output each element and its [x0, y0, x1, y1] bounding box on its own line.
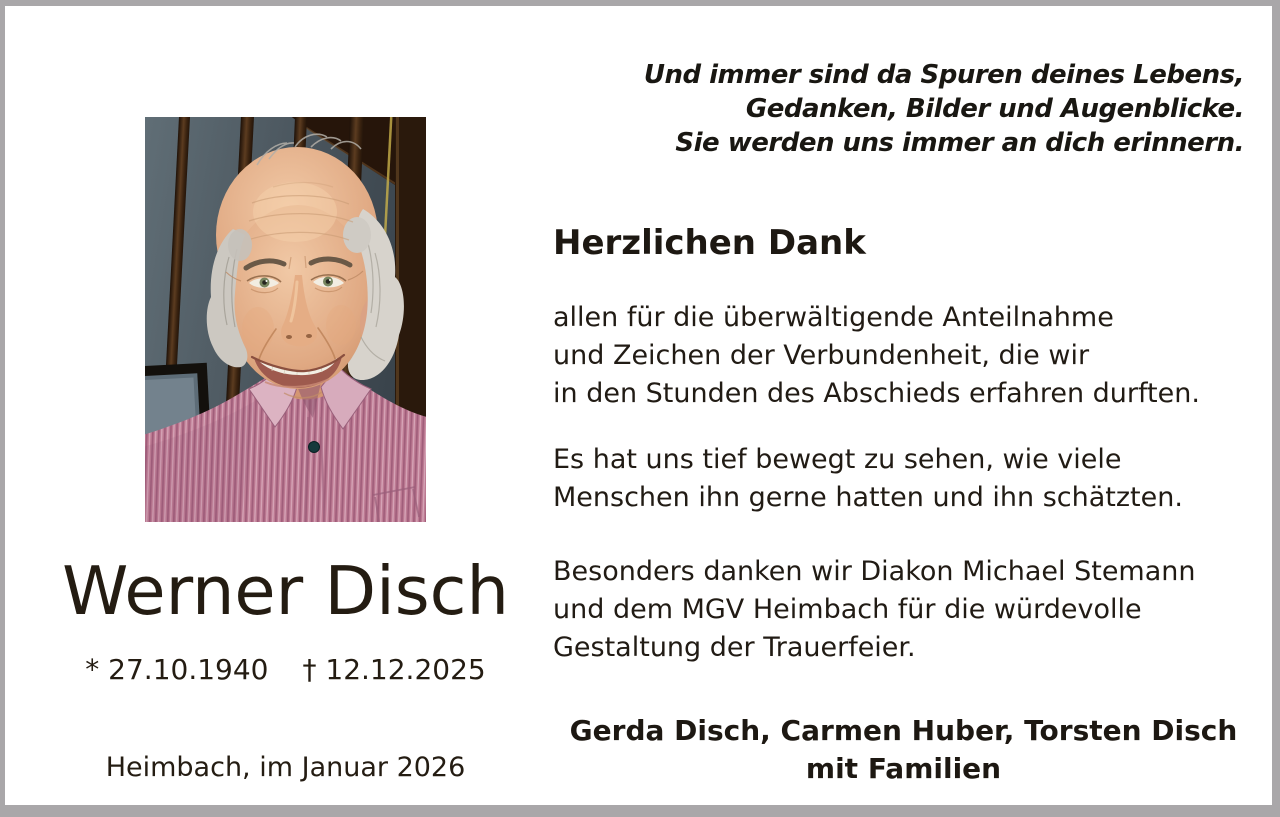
thanks-paragraph-3	[553, 553, 1196, 667]
signature-family: mit Familien	[805, 752, 1002, 785]
death-date: † 12.12.2025	[302, 653, 486, 686]
signature-names: Gerda Disch, Carmen Huber, Torsten Disch	[569, 714, 1238, 747]
life-dates	[39, 653, 532, 687]
deceased-name: Werner Disch	[62, 552, 509, 630]
paragraph-1-line-2: und Zeichen der Verbundenheit, die wir	[553, 340, 1090, 371]
paragraph-1-line-1: allen für die überwältigende Anteilnahme	[553, 302, 1114, 333]
paragraph-2-line-1: Es hat uns tief bewegt zu sehen, wie viele	[553, 444, 1122, 475]
birth-date: * 27.10.1940	[85, 653, 269, 686]
thanks-paragraph-1	[553, 299, 1200, 413]
place-and-date: Heimbach, im Januar 2026	[105, 752, 466, 783]
quote-line-1: Und immer sind da Spuren deines Lebens,	[643, 60, 1244, 90]
thanks-heading: Herzlichen Dank	[553, 223, 866, 263]
portrait-photo	[145, 117, 426, 522]
paragraph-3-line-1: Besonders danken wir Diakon Michael Stemann	[553, 556, 1196, 587]
memorial-quote	[644, 58, 1244, 160]
thanks-paragraph-2	[553, 441, 1183, 517]
paragraph-1-line-3: in den Stunden des Abschieds erfahren durften.	[553, 378, 1200, 409]
paragraph-3-line-2: und dem MGV Heimbach für die würdevolle	[553, 594, 1142, 625]
portrait-photo-illustration	[145, 117, 426, 522]
paragraph-3-line-3: Gestaltung der Trauerfeier.	[553, 632, 916, 663]
quote-line-3: Sie werden uns immer an dich erinnern.	[675, 128, 1244, 158]
quote-line-2: Gedanken, Bilder und Augenblicke.	[745, 94, 1244, 124]
signature	[553, 712, 1254, 788]
paragraph-2-line-2: Menschen ihn gerne hatten und ihn schätzten.	[553, 482, 1183, 513]
